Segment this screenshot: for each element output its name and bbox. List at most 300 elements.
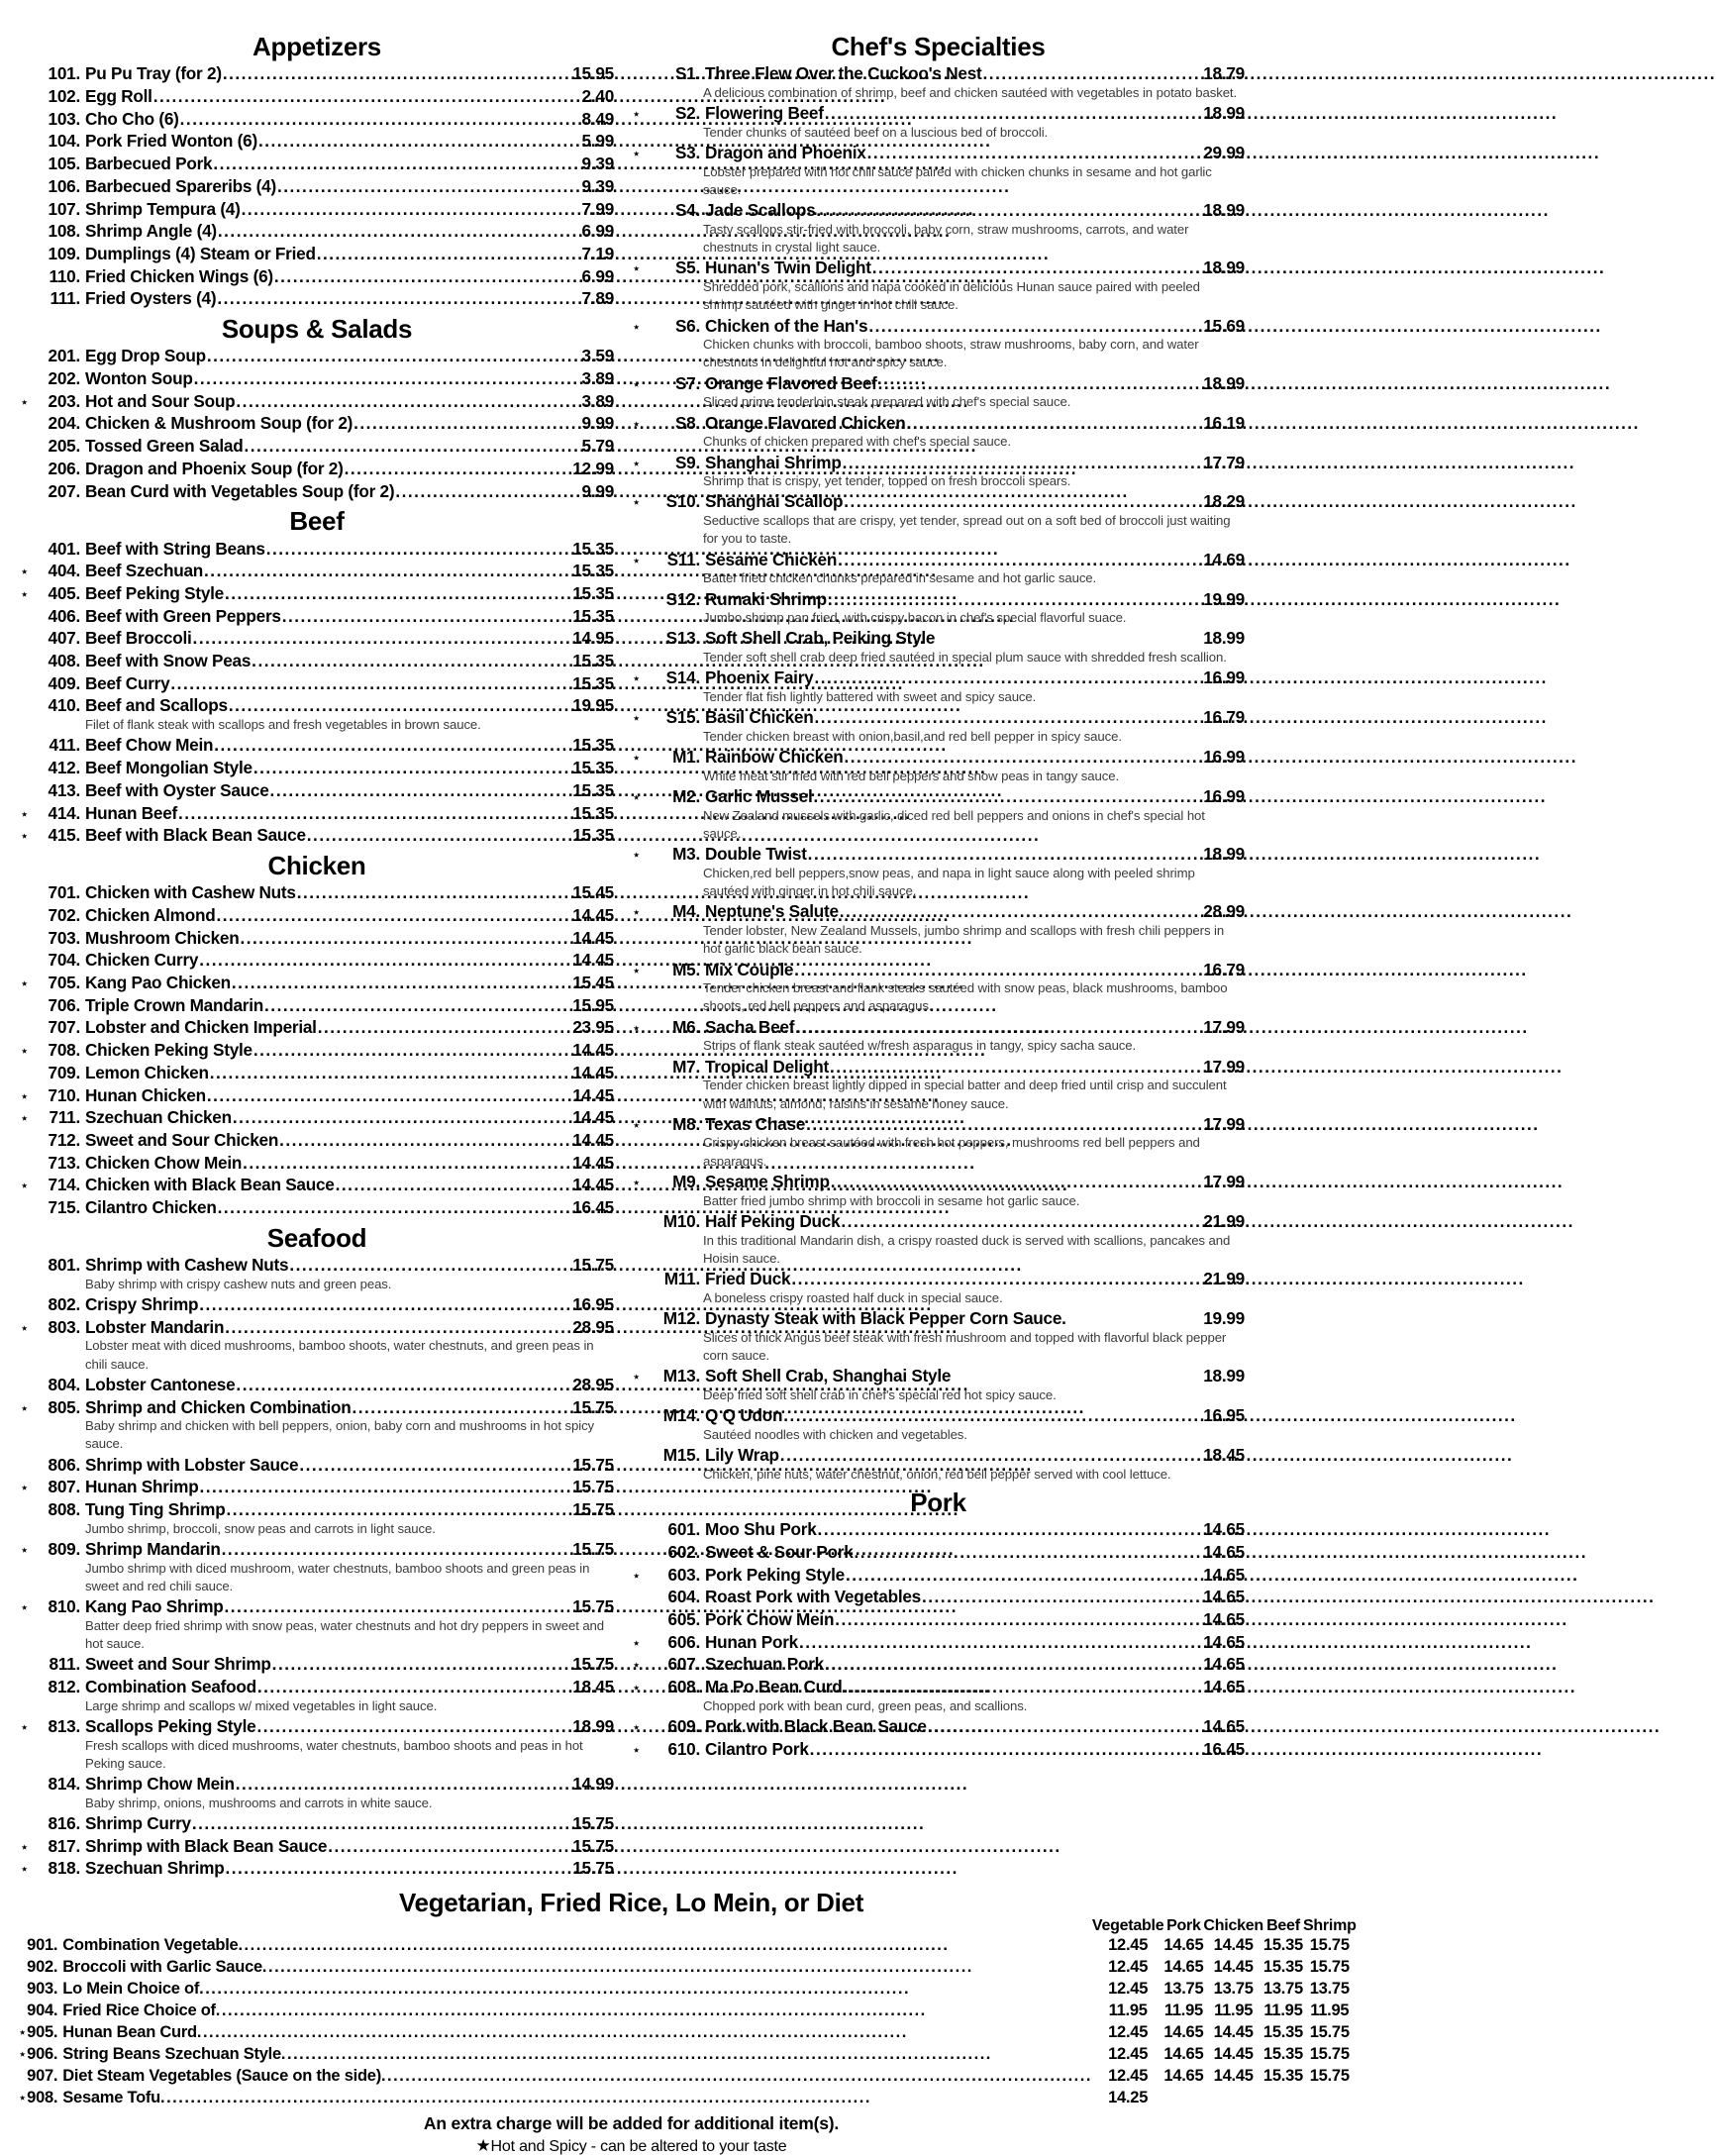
menu-item [20,287,614,310]
menu-item-price: 14.45 [1213,1936,1254,1955]
menu-item-name: Chicken Curry [85,950,199,971]
menu-item [20,802,614,825]
menu-item-number: 606. [667,1631,700,1652]
menu-item-name: Double Twist [705,844,807,865]
menu-item [20,1293,614,1316]
menu-item [20,458,614,480]
menu-item-price: 15.75 [1309,1936,1350,1955]
menu-item-number: 801. [48,1255,80,1276]
dot-leader [825,1653,1202,1676]
menu-item-number: 105. [48,154,80,174]
menu-item [20,1476,614,1498]
menu-item-name: Cilantro Pork [705,1738,809,1759]
menu-item-description: Crispy chicken breast sautéed with fresh hot peppers, mushrooms red bell peppers and asparagus. [703,1135,1200,1169]
spicy-star-icon: ★ [475,2135,491,2155]
menu-item [20,1374,614,1396]
menu-item-price: 15.35 [572,605,614,626]
spicy-star-icon: ⋆ [20,1110,30,1128]
dot-leader [266,538,572,561]
menu-item [20,1454,614,1477]
dot-leader [783,1404,1202,1427]
menu-item-price: 15.75 [1309,2023,1350,2042]
menu-item-price: 14.65 [1203,1677,1245,1697]
menu-item-name: Flowering Beef [705,103,824,124]
menu-item [632,627,1245,650]
spicy-star-icon: ⋆ [632,904,642,922]
menu-item [632,62,1245,85]
menu-item-price: 14.65 [1203,1631,1245,1652]
menu-item-number: 107. [48,198,80,219]
menu-item [632,490,1245,513]
dot-leader [780,1444,1202,1467]
dot-leader [218,220,581,243]
menu-item [632,1444,1245,1467]
menu-item-name-cell [62,2001,1092,2022]
dot-leader [243,1152,571,1175]
menu-item [20,757,614,779]
menu-item-name: Beef Mongolian Style [85,758,252,778]
menu-item-number: M1. [672,747,700,768]
menu-item-name: Fried Oysters (4) [85,288,217,309]
menu-item [20,1812,614,1835]
table-row [18,2066,1357,2088]
menu-item-name: Rumaki Shrimp [705,588,827,609]
menu-item-number: 902. [27,1958,58,1977]
menu-item-name: Beef Curry [85,672,170,693]
dot-leader [317,243,581,265]
dot-leader [855,1541,1203,1564]
menu-item-name: Crispy Shrimp [85,1293,199,1314]
menu-item [20,243,614,265]
menu-item-name: Dragon and Phoenix Soup (for 2) [85,458,344,478]
table-row [18,2022,1357,2044]
menu-item-number: S12. [665,588,700,609]
spicy-star-icon: ⋆ [632,1567,642,1585]
spicy-star-icon: ⋆ [20,1718,30,1736]
menu-item-price: 14.45 [572,1152,614,1173]
menu-item-price: 28.95 [572,1316,614,1337]
dot-leader [233,1106,571,1129]
menu-item-number: M11. [663,1268,700,1288]
menu-item-price: 14.65 [1163,2066,1204,2085]
menu-item-price: 12.45 [1108,2023,1149,2042]
menu-item-number: 207. [48,480,80,501]
menu-item-name: Chicken Almond [85,904,216,925]
menu-item-price: 6.99 [581,265,614,286]
section-heading: Appetizers [252,32,381,61]
menu-item-price: 15.35 [572,561,614,581]
menu-item-price: 15.35 [1262,1936,1303,1955]
menu-item-price: 15.75 [572,1654,614,1675]
menu-item-number: 903. [27,1980,58,1999]
dot-leader [299,1454,571,1477]
menu-item [20,779,614,802]
menu-item-number: 404. [48,561,80,581]
spicy-star-icon: ⋆ [632,415,642,433]
menu-item-price: 18.79 [1203,63,1245,84]
menu-item [20,412,614,435]
menu-item-price: 14.45 [572,1107,614,1128]
menu-item-price: 14.45 [572,950,614,971]
spicy-star-icon: ⋆ [632,1680,642,1697]
dot-leader [225,1595,572,1618]
dot-leader [180,108,581,131]
spicy-star-icon: ⋆ [632,670,642,688]
menu-item-price: 18.45 [572,1676,614,1696]
menu-item-description: Seductive scallops that are crispy, yet tender, spread out on a soft bed of broccoli just waiting for you to taste. [703,513,1231,547]
menu-item-number: S4. [674,200,700,221]
dot-leader [225,582,571,605]
menu-item-number: 810. [48,1596,80,1617]
menu-item-description: Fresh scallops with diced mushrooms, water chestnuts, bamboo shoots and peas in hot Peking sauce. [85,1737,583,1771]
menu-item-description: Batter fried jumbo shrimp with broccoli in sesame hot garlic sauce. [703,1192,1080,1208]
dot-leader [257,1676,571,1698]
menu-item-description: Baby shrimp with crispy cashew nuts and green peas. [85,1276,392,1291]
menu-item-name: Beef and Scallops [85,695,228,716]
menu-item-description: Tender chicken breast with onion,basil,and red bell pepper in spicy sauce. [703,729,1122,744]
menu-item-price: 16.99 [1203,667,1245,688]
spicy-star-icon: ⋆ [632,106,642,124]
menu-item-name: Three Flew Over the Cuckoo's Nest [705,63,982,84]
star-placeholder [18,1957,27,1979]
menu-item [20,1715,614,1738]
menu-item [20,1174,614,1196]
spicy-star-icon: ⋆ [632,146,642,163]
menu-item-price: 15.35 [572,672,614,693]
menu-item-name: Beef with String Beans [85,538,265,559]
menu-item [20,1835,614,1858]
menu-item-price: 18.99 [1203,628,1245,649]
menu-item-number: 410. [48,695,80,716]
menu-item-name: Sweet and Sour Shrimp [85,1654,271,1675]
soups-items [20,345,614,502]
menu-item-number: 711. [49,1107,80,1128]
dot-leader [872,257,1202,279]
menu-item-price: 15.95 [572,994,614,1015]
combo-header-row [18,1916,1357,1935]
menu-item-name: Combination Seafood [85,1676,256,1696]
menu-item-name: Sesame Shrimp [705,1171,830,1191]
menu-item-name: Orange Flavored Chicken [705,412,906,433]
menu-item-price: 9.99 [581,413,614,434]
menu-item [632,785,1245,808]
menu-item-name: Bean Curd with Vegetables Soup (for 2) [85,480,395,501]
dot-leader [867,142,1203,164]
menu-item [632,1564,1245,1587]
header-spacer-name [62,1916,1092,1935]
menu-item-price: 18.45 [1203,1444,1245,1465]
combo-table-body [18,1935,1357,2109]
menu-item-price: 16.45 [572,1197,614,1218]
menu-item-name: Hunan Chicken [85,1084,206,1105]
menu-item-price: 14.45 [1213,1958,1254,1977]
menu-item-price: 12.45 [1108,1936,1149,1955]
menu-item-price: 21.99 [1203,1268,1245,1288]
menu-item-name: Hunan Bean Curd [62,2023,197,2042]
menu-item [632,549,1245,571]
menu-item-description: Lobster prepared with hot chili sauce paired with chicken chunks in sesame and hot garlic sauce. [703,163,1212,198]
menu-item-name: Shrimp with Lobster Sauce [85,1454,299,1475]
menu-item-price: 11.95 [1263,2002,1303,2020]
section-chefs-specialties [632,34,1245,1484]
menu-item-price: 19.95 [572,695,614,716]
menu-item-number: S3. [674,143,700,163]
menu-item-number: 805. [48,1396,80,1417]
menu-item-price: 3.59 [581,346,614,366]
menu-item [20,1084,614,1107]
menu-item-number: S6. [674,315,700,336]
menu-item-name: Beef with Green Peppers [85,605,281,626]
menu-item [632,1541,1245,1564]
spicy-star-icon: ⋆ [20,393,30,411]
menu-item-description: Tender chicken breast lightly dipped in special batter and deep fried until crisp and succulent with walnuts, almond, raisins in sesame honey sauce. [703,1078,1227,1111]
table-row [18,1935,1357,1957]
menu-item [632,1016,1245,1039]
menu-item [20,108,614,131]
menu-item-name: Lily Wrap [705,1444,779,1465]
combo-table-head [18,1916,1357,1935]
menu-item-number: 706. [48,994,80,1015]
menu-item-price: 15.35 [572,735,614,756]
menu-item-price: 11.95 [1214,2002,1254,2020]
section-seafood [20,1222,614,1880]
dot-leader [238,1935,1091,1957]
menu-item-number: 908. [27,2088,58,2106]
dot-leader [818,1518,1203,1541]
menu-item-price: 5.99 [581,131,614,152]
menu-item-number: 101. [48,63,80,84]
menu-item [20,1316,614,1339]
menu-item [632,372,1245,395]
menu-item [20,1062,614,1084]
menu-item [20,1595,614,1618]
dot-leader [272,1653,572,1676]
menu-item [20,435,614,458]
menu-item-number: M14. [662,1404,700,1425]
menu-item-number: 412. [48,758,80,778]
menu-item [20,994,614,1017]
dot-leader [279,1129,571,1152]
menu-item [20,734,614,757]
menu-item-name: Dumplings (4) Steam or Fried [85,243,316,263]
menu-item-description: Jumbo shrimp pan fried, with crispy bacon in chef's special flavorful suace. [703,610,1127,626]
menu-item-number: 401. [48,538,80,559]
spicy-star-icon: ⋆ [632,750,642,768]
menu-item-number: 814. [48,1774,80,1795]
spicy-star-icon: ⋆ [632,1116,642,1134]
menu-item-price: 9.39 [581,175,614,196]
menu-item-number: 704. [48,950,80,971]
menu-item-number: 812. [48,1676,80,1696]
menu-item-name: Moo Shu Pork [705,1519,817,1540]
menu-item-number: S15. [665,707,700,728]
menu-item-name-cell [62,1979,1092,2001]
menu-item-name-cell [62,2022,1092,2044]
menu-item-price: 15.35 [572,538,614,559]
menu-item-price: 18.99 [1203,103,1245,124]
menu-item-price: 18.99 [1203,372,1245,393]
menu-item [20,627,614,650]
menu-item-name: Pork Chow Mein [705,1608,835,1629]
dot-leader [244,435,580,458]
spicy-star-icon: ⋆ [20,1043,30,1061]
dot-leader [281,2044,1092,2066]
menu-item-number: 715. [48,1197,80,1218]
menu-item-number: M5. [672,959,700,979]
section-vegetarian-combo [0,1880,1357,2156]
menu-item-number: 206. [48,458,80,478]
menu-item-price: 16.79 [1203,959,1245,979]
menu-item-description: Chicken chunks with broccoli, bamboo shoots, straw mushrooms, baby corn, and water chestnuts in delightful hot and spicy sauce. [703,337,1199,370]
dot-leader [297,881,572,904]
menu-item [632,1676,1245,1698]
menu-item-number: 813. [48,1715,80,1736]
menu-item [632,843,1245,866]
dot-leader [262,1957,1092,1979]
menu-item-description: Chicken, pine nuts, water chestnut, onion, red bell pepper served with cool lettuce. [703,1466,1171,1482]
menu-item-number: 604. [667,1587,700,1607]
menu-item-price: 13.75 [1163,1980,1204,1999]
dot-leader [844,490,1202,513]
menu-item-number: S9. [674,452,700,472]
dot-leader [841,1210,1202,1233]
menu-item [20,1254,614,1277]
dot-leader [240,927,571,950]
dot-leader [806,1113,1202,1136]
menu-item-name: Roast Pork with Vegetables [705,1587,921,1607]
dot-leader [199,1476,571,1498]
menu-item-name: String Beans Szechuan Style [62,2045,281,2064]
menu-item-name: Pork with Black Bean Sauce [705,1715,927,1736]
menu-item-name: Mix Couple [705,959,794,979]
menu-item-price: 14.65 [1163,1936,1204,1955]
dot-leader [210,1062,572,1084]
spicy-star-icon: ⋆ [20,564,30,581]
menu-item [20,1773,614,1796]
dot-leader [199,1979,1092,2001]
menu-item-price: 17.99 [1203,1056,1245,1077]
menu-item-price: 17.99 [1203,1113,1245,1134]
seafood-items [20,1254,614,1880]
menu-item-price: 13.75 [1213,1980,1254,1999]
menu-item-price: 15.75 [572,1812,614,1833]
menu-item-number: 808. [48,1499,80,1520]
menu-item [632,1307,1245,1330]
dot-leader [192,1812,571,1835]
menu-item-price: 15.45 [572,882,614,903]
dot-leader [799,1631,1202,1654]
menu-item-price: 6.99 [581,221,614,242]
menu-item [20,1498,614,1521]
menu-item-price: 15.35 [572,651,614,671]
menu-item-name: Shrimp Tempura (4) [85,198,241,219]
appetizers-items [20,62,614,310]
table-row [18,2088,1357,2109]
dot-leader [395,480,580,503]
menu-item-name: Lo Mein Choice of [62,1980,200,1999]
star-placeholder [18,2001,27,2022]
menu-item-price: 14.25 [1108,2088,1149,2106]
section-heading: Chef's Specialties [831,32,1046,61]
menu-item-price: 14.45 [1213,2045,1254,2064]
menu-item-name-cell [62,2066,1092,2088]
menu-item-description: Chopped pork with bean curd, green peas, and scallions. [703,1697,1028,1713]
menu-item-name: Pork Peking Style [705,1564,845,1585]
menu-item-number: 205. [48,436,80,457]
menu-item [20,130,614,153]
menu-item-number: S14. [665,667,700,688]
menu-item-name: Beef Broccoli [85,628,192,649]
menu-item [20,605,614,628]
pork-items [632,1518,1245,1760]
menu-item-price: 14.45 [572,904,614,925]
dot-leader [808,843,1203,866]
star-placeholder [18,1935,27,1957]
menu-item-number: 906. [27,2045,58,2064]
menu-item-name: Dynasty Steak with Black Pepper Corn Sauce. [705,1307,1066,1328]
spicy-star-icon: ⋆ [20,1480,30,1497]
menu-item-name: Fried Duck [705,1268,791,1288]
menu-item-price: 15.75 [572,1835,614,1856]
column-header-chicken: Chicken [1203,1917,1263,1935]
menu-item [20,881,614,904]
menu-item-price: 18.99 [1203,257,1245,278]
dot-leader [226,1498,571,1521]
menu-item-name: Lobster Mandarin [85,1316,225,1337]
menu-item-name: Sweet & Sour Pork [705,1541,854,1562]
menu-item [632,1518,1245,1541]
menu-item-price: 15.35 [1262,2045,1303,2064]
menu-item-number: 203. [48,390,80,411]
menu-item-number: 817. [48,1835,80,1856]
menu-item-number: 202. [48,368,80,389]
menu-item-price: 9.39 [581,154,614,174]
menu-item-number: 702. [48,904,80,925]
dot-leader [153,85,581,108]
section-beef [20,508,614,847]
spicy-star-icon: ⋆ [20,1861,30,1879]
menu-item-price: 14.45 [572,927,614,948]
menu-item-number: M8. [672,1113,700,1134]
dot-leader [216,904,571,927]
menu-item-name: Neptune's Salute [705,901,839,922]
menu-item-number: M3. [672,844,700,865]
menu-item-number: 708. [48,1040,80,1061]
menu-item [20,824,614,847]
menu-item-number: 809. [48,1538,80,1559]
menu-item [20,390,614,413]
menu-item-number: 204. [48,413,80,434]
dot-leader [214,734,571,757]
menu-item-name: Beef Szechuan [85,561,204,581]
dot-leader [928,1715,1203,1738]
menu-item-price: 15.75 [572,1538,614,1559]
menu-item-price: 8.49 [581,108,614,129]
menu-item-name: Cilantro Chicken [85,1197,217,1218]
menu-item-number: M4. [672,901,700,922]
menu-item [20,345,614,367]
menu-item [20,1538,614,1561]
menu-item-name: Szechuan Shrimp [85,1858,225,1879]
dot-leader [846,1564,1202,1587]
section-heading: Chicken [267,850,366,880]
menu-item-price [1263,2088,1303,2109]
menu-item [632,588,1245,611]
menu-item-number: 111. [50,288,80,309]
menu-item-name: Triple Crown Mandarin [85,994,264,1015]
menu-item-number: 709. [48,1062,80,1082]
dot-leader [318,1016,572,1039]
